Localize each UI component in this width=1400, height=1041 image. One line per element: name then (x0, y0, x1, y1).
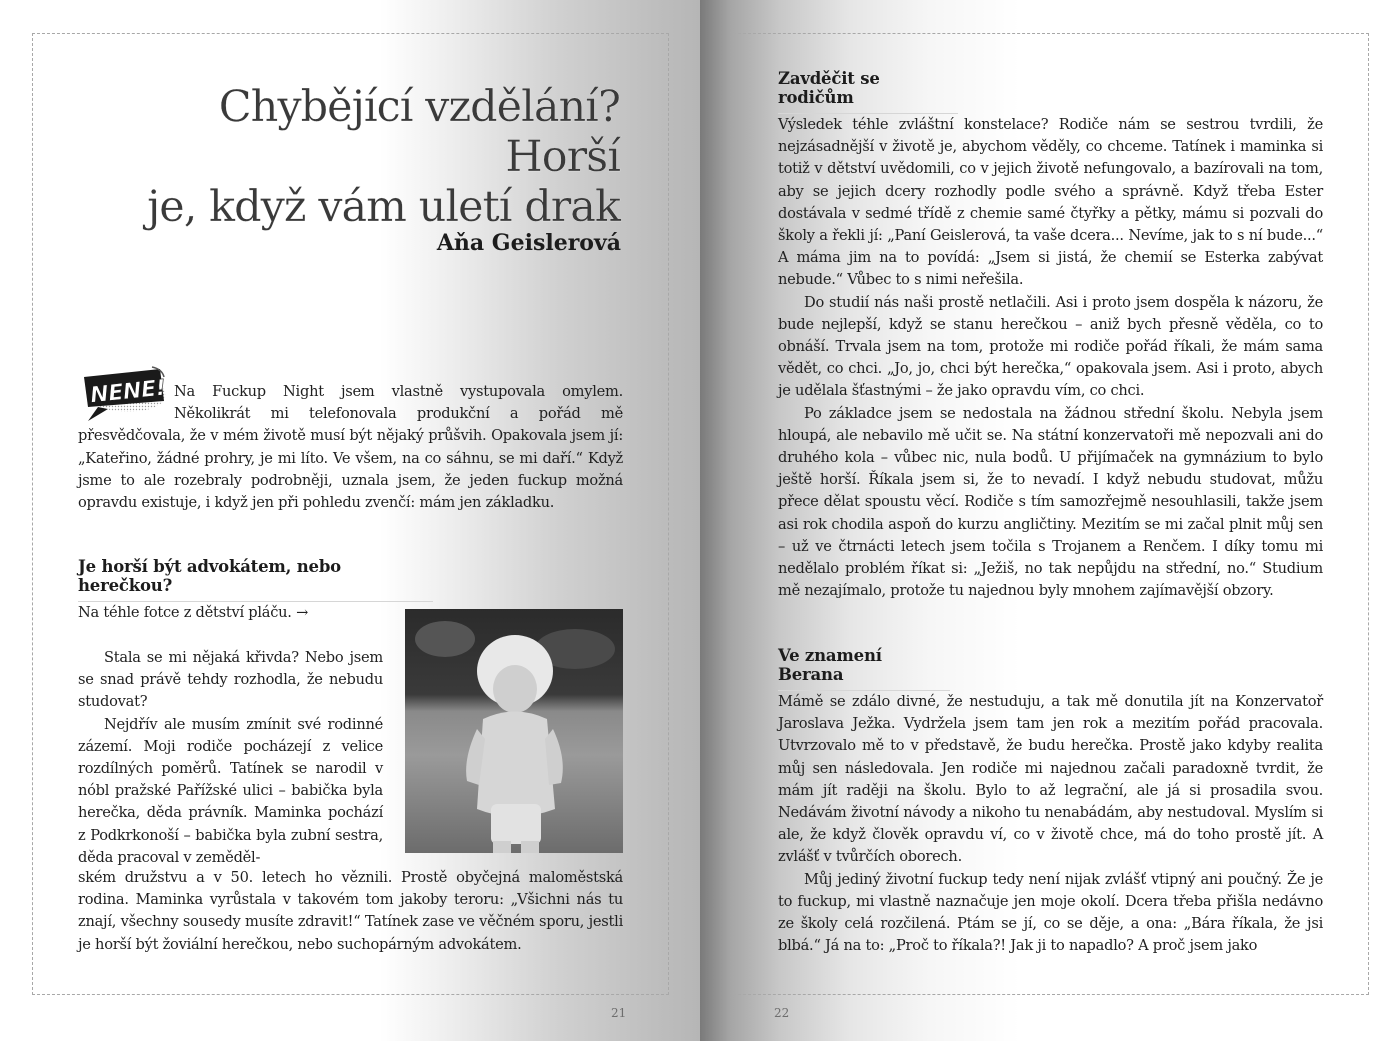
section-beran-body (778, 691, 1323, 957)
article-title (100, 82, 620, 232)
family-background-narrow (78, 647, 383, 869)
paragraph-zakladka: Po základce jsem se nedostala na žádnou střední školu. Nebyla jsem hloupá, ale nebavilo mě učit se. Na státní konzervatoři mě nepozvali ani do druhého kola – vůbec nic, nula bodů. U přijímaček na gymnázium to bylo ještě horší. Říkala jsem si, že to nevadí. I když nebudu studovat, můžu přece dělat spoustu věcí. Rodiče s tím samozřejmě nesouhlasili, takže jsem asi rok chodila aspoň do kurzu angličtiny. Mezitím se mi začal plnit můj sen – už ve čtrnácti letech jsem točila s Trojanem a Renčem. I díky tomu mi nedělalo problém říkat si: „Ježiš, no tak nepůjdu na střední, no.“ Studium mě nezajímalo, protože tu najednou byly mnohem zajímavější obzory. (778, 404, 1323, 600)
intro-text: Na Fuckup Night jsem vlastně vystupovala omylem. Několikrát mi telefonovala produkční a pořád mě přesvědčovala, že v mém životě musí být nějaký průšvih. Opakovala jsem jí: „Kateřino, žádné prohry, je mi líto. Ve všem, na co sáhnu, se mi daří.“ Když jsme to ale rozebraly podrobněji, uznala jsem, že jeden fuckup možná opravdu existuje, i když jen při pohledu zvenčí: mám jen základku. (78, 383, 623, 512)
right-page (700, 0, 1400, 1041)
nene-badge-text: NENE! (89, 375, 167, 409)
paragraph-konstelace: Výsledek téhle zvláštní konstelace? Rodiče nám se sestrou tvrdili, že nejzásadnější v životě je, abychom věděly, co chceme. Tatínek i maminka si totiž v dětství uvědomili, co v jejich životě nefungovalo, a bazírovali na tom, aby se jejich dcery rozhodly podle svého a správně. Když třeba Ester dostávala v sedmé třídě z chemie samé čtyřky a pětky, mámu si pozvali do školy a řekli jí: „Paní Geislerová, ta vaše dcera... Nevíme, jak to s ní bude...“ A máma jim na to povídá: „Jsem si jistá, že chemií se Esterka zabývat nebude.“ Vůbec to s nimi neřešila. (778, 116, 1323, 289)
photo-caption: Na téhle fotce z dětství pláču. → (78, 604, 309, 621)
paragraph-fuckup: Můj jediný životní fuckup tedy není nijak zvlášť vtipný ani poučný. Že je to fuckup, mi vlastně naznačuje jen moje okolí. Dcera třeba přišla nedávno ze školy celá rozčilená. Ptám se jí, co se děje, a ona: „Bára říkala, že jsi blbá.“ Já na to: „Proč to říkala?! Jak ji to napadlo? A proč jsem jako (778, 870, 1323, 955)
title-line-1: Chybějící vzdělání? Horší (218, 82, 620, 182)
section-heading-zavdecit: Zavděčit se rodičům (778, 69, 958, 114)
page-number-right: 22 (774, 1006, 790, 1020)
section-zavdecit-body (778, 114, 1323, 602)
page-number-left: 21 (611, 1006, 627, 1020)
nene-speech-bubble-icon (78, 363, 170, 409)
paragraph-family-start: Nejdřív ale musím zmínit své rodinné zázemí. Moji rodiče pocházejí z velice rozdílných poměrů. Tatínek se narodil v nóbl pražské Pařížské ulici – babička byla herečka, děda právník. Maminka pochází z Podkrkonoší – babička byla zubní sestra, děda pracoval v zeměděl- (78, 715, 383, 866)
family-background-wide (78, 867, 623, 956)
title-line-2: je, když vám uletí drak (146, 182, 620, 232)
paragraph-injustice: Stala se mi nějaká křivda? Nebo jsem se snad právě tehdy rozhodla, že nebudu studovat? (78, 649, 383, 711)
childhood-photo (405, 609, 623, 853)
section-heading-advokat: Je horší být advokátem, nebo herečkou? (78, 557, 433, 602)
paragraph-studia: Do studií nás naši prostě netlačili. Asi i proto jsem dospěla k názoru, že bude nejlepší, když se stanu herečkou – aniž bych přesně věděla, co to obnáší. Trvala jsem na tom, protože mi rodiče pořád říkali, že mám sama vědět, co chci. „Jo, jo, chci být herečka,“ opakovala jsem. Asi i proto, abych je udělala šťastnými – že jako opravdu vím, co chci. (778, 293, 1323, 400)
paragraph-konzervator: Mámě se zdálo divné, že nestuduju, a tak mě donutila jít na Konzervatoř Jaroslava Ježka. Vydržela jsem tam jen rok a mezitím pořád pracovala. Utvrzovalo mě to v představě, že budu herečka. Prostě jako kdyby realita můj sen následovala. Jen rodiče mi najednou začali paradoxně tvrdit, že mám jít raději na školu. Bylo to až legrační, ale já si prosadila svou. Nedávám životní návody a nikoho tu nenabádám, aby nestudoval. Myslím si ale, že když člověk opravdu ví, co v životě chce, má do toho prostě jít. A zvlášť v tvůrčích oborech. (778, 693, 1323, 866)
author-name: Aňa Geislerová (436, 230, 621, 256)
section-heading-beran: Ve znamení Berana (778, 646, 950, 691)
intro-paragraph (78, 375, 623, 514)
paragraph-family-end: ském družstvu a v 50. letech ho věznili. Prostě obyčejná maloměstská rodina. Maminka vyrůstala v takovém tom jakoby teroru: „Všichni nás tu znají, všechny sousedy musíte zdravit!“ Tatínek zase ve věčném sporu, jestli je horší být žoviální herečkou, nebo suchopárným advokátem. (78, 869, 623, 953)
